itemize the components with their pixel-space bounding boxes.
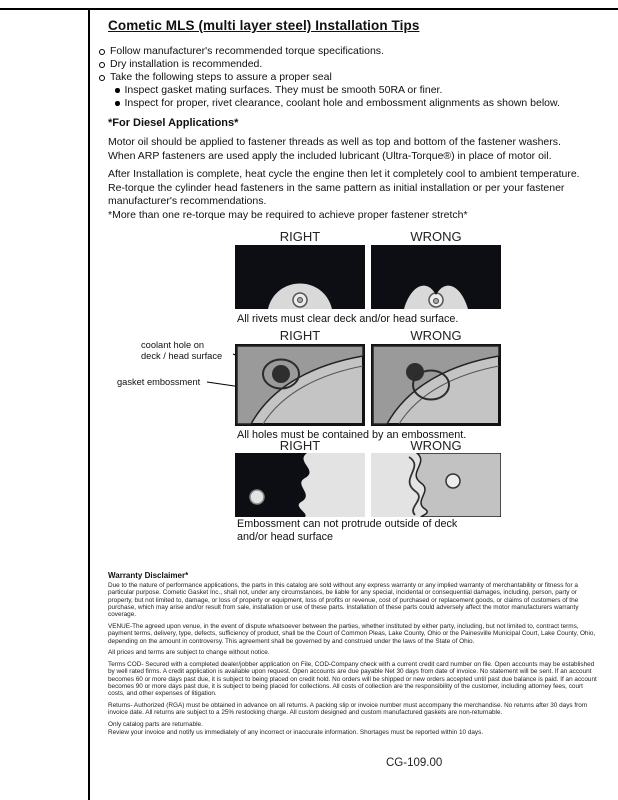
rivet-clearance-right-diagram [235, 245, 365, 309]
open-bullet-icon [99, 49, 105, 55]
disclaimer-paragraph: Returns- Authorized (RGA) must be obtained in advance on all returns. A packing slip or invoice number must accompany the merchandise. No returns after 30 days from invoice date. All returns are subject to a 25% restocking charge. All custom designed and custom manufactured gaskets are non-returnable. [108, 702, 588, 717]
open-bullet-icon [99, 62, 105, 68]
diesel-applications-heading: *For Diesel Applications* [108, 117, 239, 129]
gasket-embossment-callout: gasket embossment [117, 377, 201, 387]
disclaimer-paragraph: All prices and terms are subject to change without notice. [108, 649, 270, 657]
row3-caption-line1: Embossment can not protrude outside of deck [237, 518, 458, 530]
disclaimer-paragraph: Terms COD- Secured with a completed dealer/jobber application on File, COD-Company check with a current credit card number on file. Open accounts may be established by well rated firms. A credit application is available upon request. Open accounts are due payable Net 30 days from date of invoice. No statement will be sent. If an account becomes 60 or more days past due, it is subject to being placed on credit hold. No orders will be shipped or new orders accepted until past due balance is paid. If an account becomes 90 or more days past due, it is subject to being placed for collections. All costs of collection are the responsibility of the customer, including attorney fees, court costs, and other expenses of litigation. [108, 661, 597, 698]
page-number-code: CG-109.00 [386, 757, 443, 769]
embossment-wrong-diagram [371, 344, 501, 426]
embossment-wrong-illustration [371, 344, 501, 426]
protrusion-right-diagram [235, 453, 365, 517]
sub-tip-text: Inspect for proper, rivet clearance, coolant hole and embossment alignments as shown below. [124, 97, 560, 109]
sub-tip-text: Inspect gasket mating surfaces. They must be smooth 50RA or finer. [124, 84, 443, 96]
retorque-note: *More than one re-torque may be required to achieve proper fastener stretch* [108, 209, 468, 221]
warranty-disclaimer-body [108, 582, 598, 740]
sub-tip-item [115, 84, 594, 97]
warranty-disclaimer-heading: Warranty Disclaimer* [108, 571, 189, 580]
tip-item [99, 58, 594, 71]
left-rule [88, 8, 90, 800]
rivet-right-illustration [235, 245, 365, 309]
protrusion-right-illustration [235, 453, 365, 517]
coolant-hole-callout [141, 340, 222, 361]
disclaimer-paragraph: Due to the nature of performance applications, the parts in this catalog are sold without any express warranty or any implied warranty of merchantability or fitness for a particular purpose. Cometic Gasket Inc., shall not, under any circumstances, be liable for any special, incidental or consequential damages, including, person, party or property, but not limited to, damage, or loss of property or equipment, loss of profits or revenue, cost of purchased or replacement goods, or claims of customers of the purchase, which may arise and/or result from sale, installation or use of these parts. Installation of these parts could adversely affect the motor manufacturers warranty coverage. [108, 582, 579, 619]
rivet-wrong-illustration [371, 245, 501, 309]
protrusion-wrong-diagram [371, 453, 501, 517]
tip-item [99, 45, 594, 58]
open-bullet-icon [99, 75, 105, 81]
sub-tip-item [115, 97, 594, 110]
rivet-clearance-wrong-diagram [371, 245, 501, 309]
tip-text: Follow manufacturer's recommended torque specifications. [110, 45, 384, 57]
tip-text: Take the following steps to assure a proper seal [110, 71, 332, 83]
tip-text: Dry installation is recommended. [110, 58, 263, 70]
embossment-right-diagram [235, 344, 365, 426]
disclaimer-paragraph: VENUE-The agreed upon venue, in the event of dispute whatsoever between the parties, whether instituted by either party, including, but not limited to, contract terms, payment terms, delivery, type, defects, sufficiency of product, shall be the Court of Common Pleas, Lake County, Ohio or the Painesville Municipal Court, Lake County, Ohio, depending on the amount in controversy. This agreement shall be governed by and construed under the laws of the State of Ohio. [108, 622, 596, 645]
filled-bullet-icon [115, 101, 120, 106]
protrusion-wrong-illustration [371, 453, 501, 517]
wrong-label-row3: WRONG [410, 438, 462, 453]
embossment-right-illustration [235, 344, 365, 426]
installation-tips-list [99, 45, 594, 110]
top-rule [0, 8, 618, 10]
disclaimer-paragraph: Review your invoice and notify us immediately of any incorrect or inaccurate information. Shortages must be reported within 10 days. [108, 728, 484, 736]
wrong-label-row2: WRONG [410, 328, 462, 343]
right-label-row1: RIGHT [279, 229, 321, 244]
row1-caption: All rivets must clear deck and/or head surface. [237, 313, 459, 325]
filled-bullet-icon [115, 88, 120, 93]
coolant-hole-callout-line2: deck / head surface [141, 350, 223, 361]
diesel-paragraph-1: Motor oil should be applied to fastener threads as well as top and bottom of the fastener washers. When ARP fasteners are used apply the included lubricant (Ultra-Torque®) in place of motor oil. [108, 136, 561, 162]
row2-caption: All holes must be contained by an embossment. [237, 429, 467, 441]
wrong-label-row1: WRONG [410, 229, 462, 244]
page-title: Cometic MLS (multi layer steel) Installation Tips [108, 18, 420, 33]
diesel-paragraph-2: After Installation is complete, heat cycle the engine then let it completely cool to ambient temperature. Re-torque the cylinder head fasteners in the same pattern as initial installation or per your fastener manufacturer's recommendations. [108, 168, 580, 207]
disclaimer-paragraph: Only catalog parts are returnable. [108, 721, 203, 729]
right-label-row3: RIGHT [279, 438, 321, 453]
tip-item [99, 71, 594, 84]
right-label-row2: RIGHT [279, 328, 321, 343]
coolant-hole-callout-line1: coolant hole on [141, 340, 205, 350]
row3-caption [237, 518, 457, 544]
row3-caption-line2: and/or head surface [237, 531, 334, 543]
